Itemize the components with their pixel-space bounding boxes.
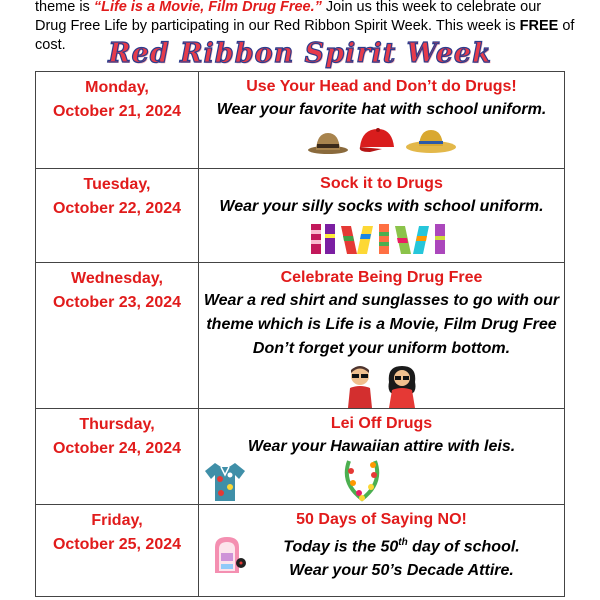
activity-description: Wear your silly socks with school uniform. (219, 198, 544, 215)
girl-sunglasses-icon (383, 364, 421, 408)
activity-title: Use Your Head and Don’t do Drugs! (246, 78, 517, 95)
activity-cell (199, 505, 565, 597)
date: October 23, 2024 (52, 294, 182, 311)
line1-start: Today is the 50 (283, 538, 399, 556)
activity-description-line: Wear your 50’s Decade Attire. (289, 562, 514, 580)
day-cell (36, 72, 199, 169)
activity-description-line: Wear a red shirt and sunglasses to go with our (203, 292, 560, 309)
day-cell (36, 169, 199, 263)
spirit-week-table (35, 71, 565, 597)
table-row (36, 505, 565, 597)
date: October 24, 2024 (52, 440, 182, 457)
activity-cell (199, 263, 565, 409)
weekday: Friday, (91, 512, 143, 529)
red-cap-icon (356, 125, 398, 155)
table-row (36, 72, 565, 169)
activity-description: Wear your favorite hat with school uniform. (216, 101, 547, 118)
hawaiian-shirt-icon (203, 459, 247, 503)
fedora-hat-icon (306, 127, 350, 155)
activity-description-line: theme which is Life is a Movie, Film Drug Free (206, 316, 557, 333)
sunglasses-kids-images (199, 364, 564, 408)
activity-cell (199, 169, 565, 263)
weekday: Thursday, (79, 416, 155, 433)
weekday: Wednesday, (71, 270, 163, 287)
table-row (36, 409, 565, 505)
day-cell (36, 505, 199, 597)
sock-images (199, 222, 564, 258)
activity-cell (199, 409, 565, 505)
weekday: Tuesday, (83, 176, 151, 193)
day-cell (36, 409, 199, 505)
fifties-jukebox-icon (207, 533, 247, 575)
activity-title: 50 Days of Saying NO! (296, 511, 467, 528)
table-row (36, 263, 565, 409)
intro-prefix: theme is (35, 0, 94, 15)
day-cell (36, 263, 199, 409)
flower-lei-icon (339, 457, 385, 503)
banner-title: Red Ribbon Spirit Week (108, 38, 492, 69)
table-row (36, 169, 565, 263)
line1-end: day of school. (407, 538, 520, 556)
activity-description-line: Don’t forget your uniform bottom. (252, 340, 511, 357)
ordinal-suffix: th (398, 537, 408, 548)
activity-description: Wear your Hawaiian attire with leis. (247, 438, 516, 455)
date: October 21, 2024 (52, 103, 182, 120)
activity-title: Celebrate Being Drug Free (280, 269, 483, 286)
straw-sun-hat-icon (404, 125, 458, 155)
activity-description-line (199, 531, 564, 559)
activity-cell (199, 72, 565, 169)
intro-body: Join us this week to celebrate our Drug Free Life by participating in our Red Ribbon Spirit Week. This week is (35, 0, 542, 34)
intro-end: of cost. (35, 18, 575, 53)
activity-title: Lei Off Drugs (330, 415, 433, 432)
date: October 25, 2024 (52, 536, 182, 553)
theme-text: “Life is a Movie, Film Drug Free.” (93, 0, 322, 15)
boy-sunglasses-icon (343, 364, 377, 408)
hat-images (199, 125, 564, 155)
date: October 22, 2024 (52, 200, 182, 217)
free-text: FREE (519, 18, 559, 34)
silly-socks-icon (307, 222, 457, 258)
activity-title: Sock it to Drugs (320, 175, 443, 192)
weekday: Monday, (85, 79, 149, 96)
